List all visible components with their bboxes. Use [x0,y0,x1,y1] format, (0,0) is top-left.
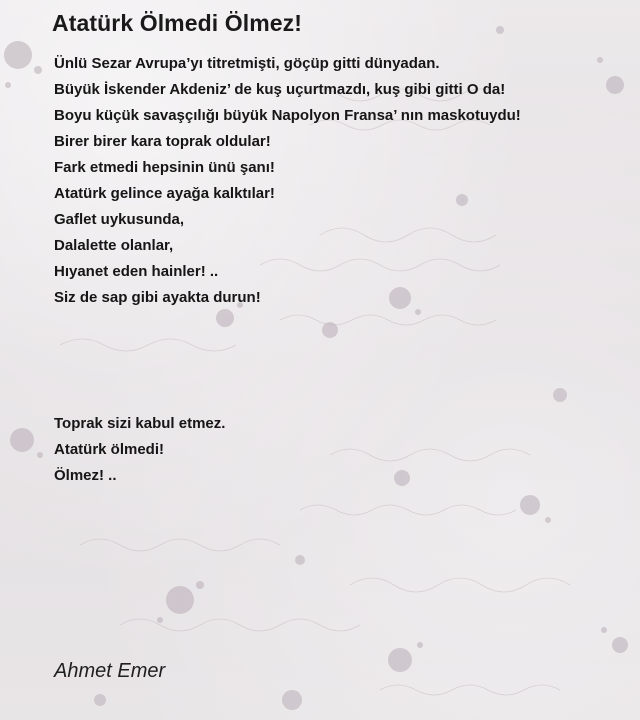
poem-line: Boyu küçük savaşçılığı büyük Napolyon Fransa’ nın maskotuydu! [54,107,521,124]
poem-line: Ölmez! .. [54,467,117,484]
poem-stanza-1 [54,51,521,311]
poem-line: Siz de sap gibi ayakta durun! [54,289,261,306]
poem-line: Büyük İskender Akdeniz’ de kuş uçurtmazdı, kuş gibi gitti O da! [54,81,506,98]
poem-line: Hıyanet eden hainler! .. [54,263,219,280]
poem-line: Atatürk gelince ayağa kalktılar! [54,185,275,202]
poem-title: Atatürk Ölmedi Ölmez! [52,10,303,36]
poem-line: Birer birer kara toprak oldular! [54,133,271,150]
poem-line: Gaflet uykusunda, [54,211,185,228]
poem-line: Dalalette olanlar, [54,237,174,254]
poem-line: Toprak sizi kabul etmez. [54,415,226,432]
poem-author: Ahmet Emer [54,660,166,682]
poem-stanza-2 [54,411,225,489]
poem-line: Fark etmedi hepsinin ünü şanı! [54,159,275,176]
poem-line: Atatürk ölmedi! [54,441,165,458]
poem-line: Ünlü Sezar Avrupa’yı titretmişti, göçüp gitti dünyadan. [54,55,440,72]
